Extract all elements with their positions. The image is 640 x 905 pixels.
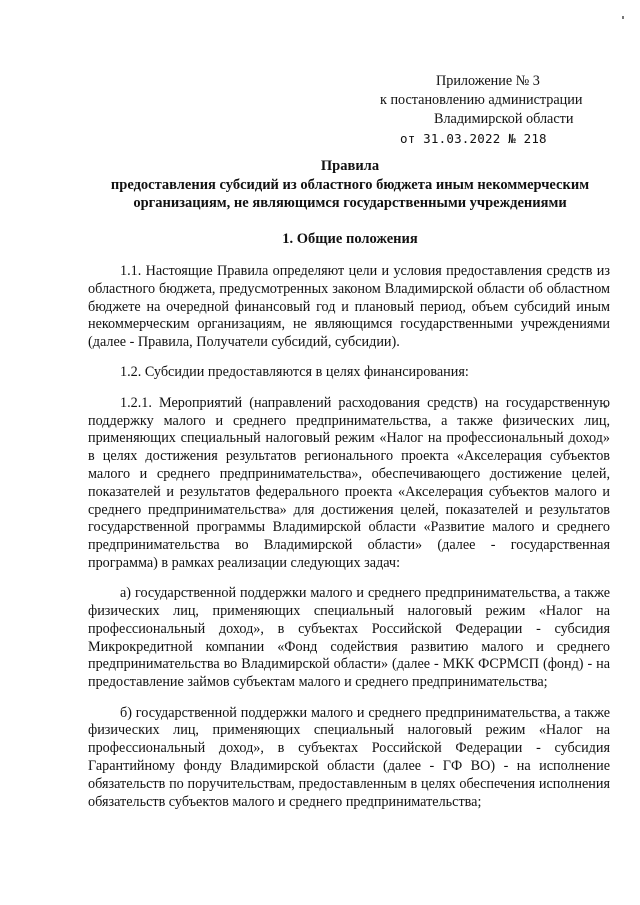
annex-number: Приложение № 3 (436, 73, 540, 89)
document-body (88, 263, 610, 824)
paragraph-1-2-1: 1.2.1. Мероприятий (направлений расходования средств) на государственную поддержку малого и среднего предпринимательства, а также физических лиц, применяющих специальный налоговый режим «Налог на профессиональный доход» в целях достижения результатов регионального проекта «Акселерация субъектов малого и среднего предпринимательства», обеспечивающего достижение целей, показателей и результатов федерального проекта «Акселерация субъектов малого и среднего предпринимательства» для достижения целей, показателей и результатов государственной программы Владимирской области «Развитие малого и среднего предпринимательства во Владимирской области» (далее - государственная программа) в рамках реализации следующих задач: (88, 394, 610, 571)
paragraph-item-b: б) государственной поддержки малого и среднего предпринимательства, а также физических лиц, применяющих специальный налоговый режим «Налог на профессиональный доход», в субъектах Российской Федерации - субсидия Гарантийному фонду Владимирской области (далее - ГФ ВО) - на исполнение обязательств по поручительствам, предоставленным в целях обеспечения исполнения обязательств субъектов малого и среднего предпринимательства; (88, 704, 610, 810)
annex-date: от 31.03.2022 № 218 (400, 131, 547, 146)
annex-reference: к постановлению администрации (380, 92, 583, 108)
title-line: Правила (320, 158, 380, 174)
paragraph-1-2: 1.2. Субсидии предоставляются в целях финансирования: (120, 364, 469, 381)
annex-region: Владимирской области (434, 111, 574, 127)
document-title (80, 157, 620, 213)
paragraph-item-a: а) государственной поддержки малого и среднего предпринимательства, а также физических лиц, применяющих специальный налоговый режим «Налог на профессиональный доход», в субъектах Российской Федерации - субсидия Микрокредитной компании «Фонд содействия развитию малого и среднего предпринимательства во Владимирской области» (далее - МКК ФСРМСП (фонд) - на предоставление займов субъектам малого и среднего предпринимательства; (88, 585, 610, 691)
scan-speck (622, 16, 624, 19)
title-line: организациям, не являющимся государственными учреждениями (133, 195, 567, 211)
annex-header (380, 72, 620, 148)
section-heading: 1. Общие положения (282, 231, 418, 247)
paragraph-1-1: 1.1. Настоящие Правила определяют цели и условия предоставления средств из областного бюджета, предусмотренных законом Владимирской области об областном бюджете на очередной финансовый год и плановый период, объем субсидий иным некоммерческим организациям, не являющимся государственными учреждениями (далее - Правила, Получатели субсидий, субсидии). (88, 263, 610, 351)
title-line: предоставления субсидий из областного бюджета иным некоммерческим (110, 176, 590, 193)
